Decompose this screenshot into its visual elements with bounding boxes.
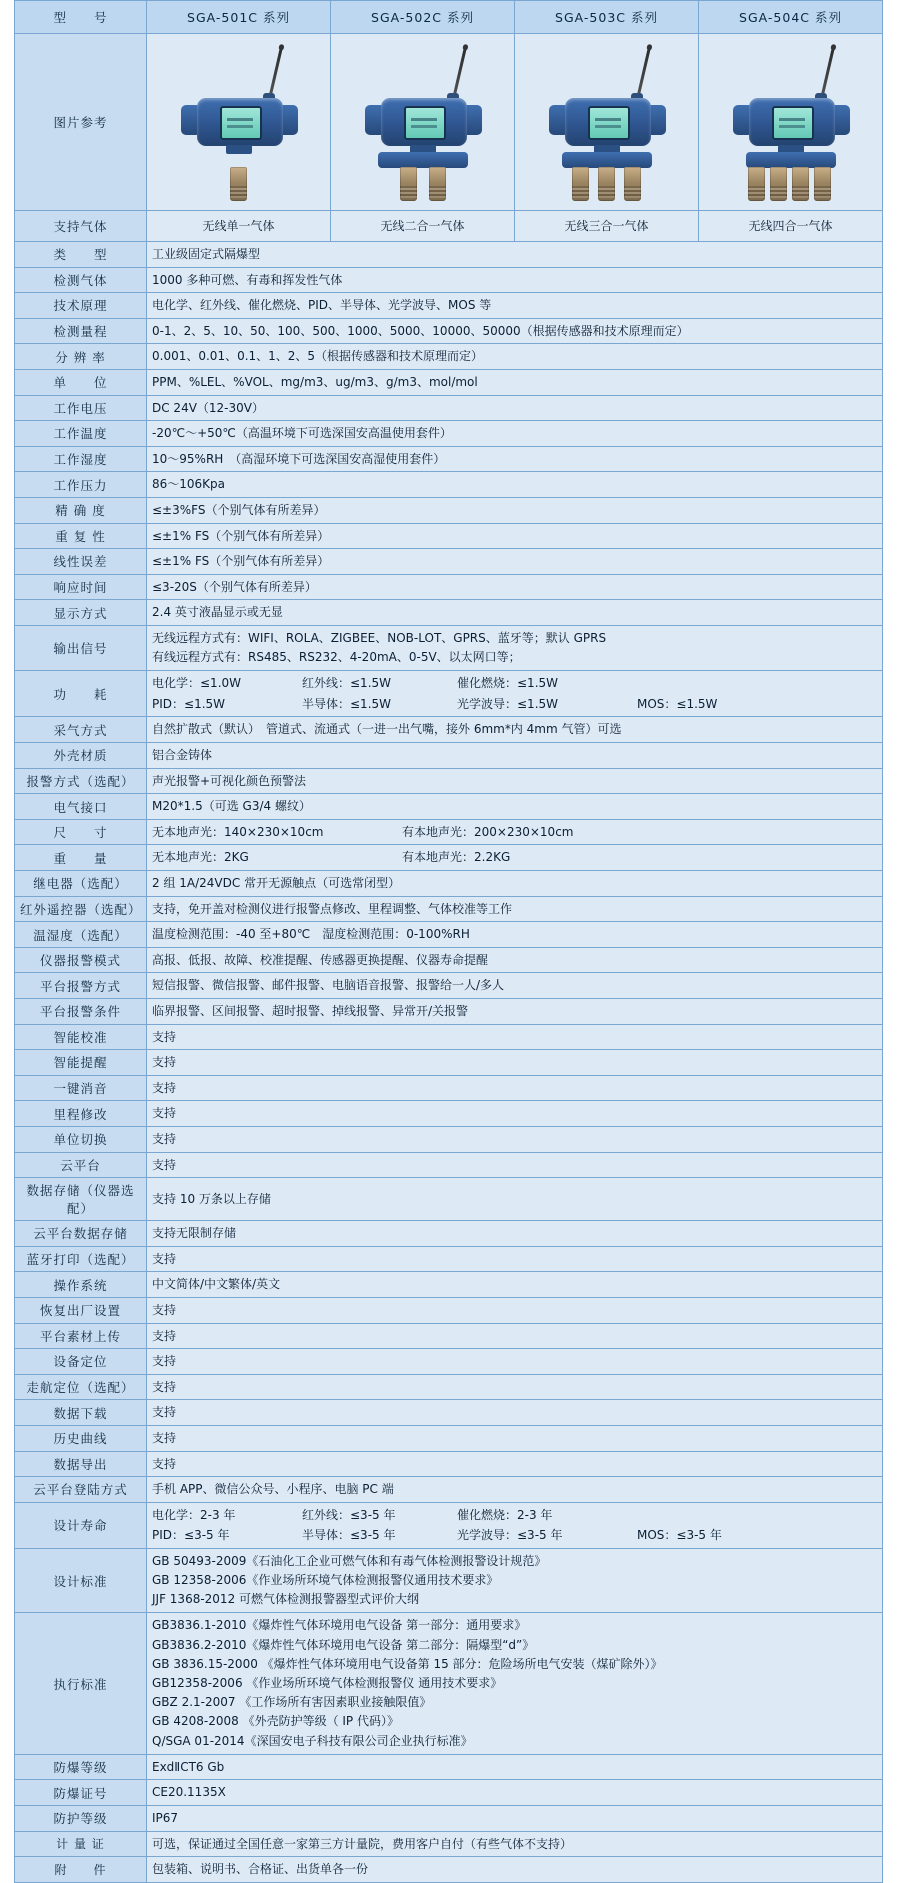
weight-with-alarm: 有本地声光：2.2KG	[402, 850, 511, 865]
row-login-mode	[15, 1477, 883, 1503]
exec-standard-line: Q/SGA 01-2014《深国安电子科技有限公司企业执行标准》	[152, 1733, 473, 1748]
row-factory-reset	[15, 1297, 883, 1323]
row-value-alarm-mode: 声光报警+可视化颜色预警法	[147, 768, 883, 794]
row-value-cloud: 支持	[147, 1152, 883, 1178]
row-value-ex-cert: CE20.1135X	[147, 1780, 883, 1806]
power-mos: MOS：≤1.5W	[637, 696, 718, 711]
row-label-login-mode: 云平台登陆方式	[15, 1477, 147, 1503]
row-output	[15, 625, 883, 670]
row-label-cloud: 云平台	[15, 1152, 147, 1178]
support-gas-4: 无线四合一气体	[699, 211, 883, 242]
row-value-remote: 支持，免开盖对检测仪进行报警点修改、里程调整、气体校准等工作	[147, 896, 883, 922]
row-label-range: 检测量程	[15, 318, 147, 344]
row-value-factory-reset: 支持	[147, 1297, 883, 1323]
power-catalytic: 催化燃烧：≤1.5W	[457, 676, 559, 691]
row-label-range-modify: 里程修改	[15, 1101, 147, 1127]
row-value-type: 工业级固定式隔爆型	[147, 242, 883, 268]
power-electrochemical: 电化学：≤1.0W	[152, 676, 242, 691]
row-power	[15, 671, 883, 717]
antenna-icon	[820, 47, 835, 98]
row-metrology	[15, 1831, 883, 1857]
life-pid: PID：≤3-5 年	[152, 1528, 230, 1543]
neck	[226, 145, 252, 154]
row-label-alarm-mode: 报警方式（选配）	[15, 768, 147, 794]
row-os	[15, 1272, 883, 1298]
row-value-linearity: ≤±1% FS（个别气体有所差异）	[147, 549, 883, 575]
row-value-data-export: 支持	[147, 1451, 883, 1477]
row-label-data-download: 数据下载	[15, 1400, 147, 1426]
row-one-key-mute	[15, 1075, 883, 1101]
specification-table	[14, 0, 883, 1883]
manifold	[378, 152, 468, 168]
row-value-relay: 2 组 1A/24VDC 常开无源触点（可选常闭型）	[147, 871, 883, 897]
row-accessory	[15, 1857, 883, 1883]
lcd-screen	[588, 106, 630, 140]
weight-no-alarm: 无本地声光：2KG	[152, 850, 249, 865]
row-data-download	[15, 1400, 883, 1426]
exec-standard-line: GB 4208-2008 《外壳防护等级（ IP 代码）》	[152, 1714, 399, 1729]
exec-standard-line: GBZ 2.1-2007 《工作场所有害因素职业接触限值》	[152, 1695, 432, 1710]
row-value-weight	[147, 845, 883, 871]
sensor-probe	[598, 167, 615, 201]
sensor-probe	[230, 167, 247, 201]
row-alarm-modes	[15, 947, 883, 973]
life-electrochemical: 电化学：2-3 年	[152, 1507, 236, 1522]
row-value-cloud-storage: 支持无限制存储	[147, 1221, 883, 1247]
row-label-size: 尺 寸	[15, 819, 147, 845]
lcd-screen	[220, 106, 262, 140]
row-value-route-locate: 支持	[147, 1374, 883, 1400]
row-label-relay: 继电器（选配）	[15, 871, 147, 897]
exec-standard-line: GB 3836.15-2000 《爆炸性气体环境用电气设备第 15 部分：危险场所电气安装（煤矿除外）》	[152, 1656, 663, 1671]
row-label-platform-alarm: 平台报警方式	[15, 973, 147, 999]
life-mos: MOS：≤3-5 年	[637, 1528, 722, 1543]
row-label-temp-humi: 温湿度（选配）	[15, 922, 147, 948]
header-model-label: 型 号	[15, 1, 147, 34]
row-weight	[15, 845, 883, 871]
row-display	[15, 600, 883, 626]
row-value-pressure: 86～106Kpa	[147, 472, 883, 498]
row-label-pressure: 工作压力	[15, 472, 147, 498]
row-linearity	[15, 549, 883, 575]
manifold	[562, 152, 652, 168]
row-label-sampling: 采气方式	[15, 717, 147, 743]
antenna-icon	[636, 47, 651, 98]
sensor-probe	[748, 167, 765, 201]
header-model-1: SGA-501C 系列	[147, 1, 331, 34]
device-image-1	[147, 34, 331, 211]
manifold	[746, 152, 836, 168]
row-label-smart-cal: 智能校准	[15, 1024, 147, 1050]
header-model-4: SGA-504C 系列	[699, 1, 883, 34]
row-value-unit-switch: 支持	[147, 1126, 883, 1152]
sensor-probe	[814, 167, 831, 201]
row-label-display: 显示方式	[15, 600, 147, 626]
row-route-locate	[15, 1374, 883, 1400]
row-material-upload	[15, 1323, 883, 1349]
row-label-picture: 图片参考	[15, 34, 147, 211]
row-label-data-storage: 数据存储（仪器选配）	[15, 1178, 147, 1221]
row-value-bt-print: 支持	[147, 1246, 883, 1272]
lcd-screen	[772, 106, 814, 140]
device-illustration	[348, 41, 498, 201]
support-gas-1: 无线单一气体	[147, 211, 331, 242]
row-value-metrology: 可选，保证通过全国任意一家第三方计量院，费用客户自付（有些气体不支持）	[147, 1831, 883, 1857]
power-infrared: 红外线：≤1.5W	[302, 676, 392, 691]
row-ip-level	[15, 1805, 883, 1831]
life-catalytic: 催化燃烧：2-3 年	[457, 1507, 553, 1522]
row-label-cloud-storage: 云平台数据存储	[15, 1221, 147, 1247]
row-label-resolution: 分 辨 率	[15, 344, 147, 370]
row-resolution	[15, 344, 883, 370]
design-standard-line: JJF 1368-2012 可燃气体检测报警器型式评价大纲	[152, 1592, 420, 1607]
row-label-unit: 单 位	[15, 369, 147, 395]
row-label-route-locate: 走航定位（选配）	[15, 1374, 147, 1400]
output-wired-line: 有线远程方式有：RS485、RS232、4-20mA、0-5V、以太网口等；	[152, 650, 521, 665]
row-temp-humi	[15, 922, 883, 948]
row-type	[15, 242, 883, 268]
row-value-temperature: -20℃～+50℃（高温环境下可选深国安高温使用套件）	[147, 421, 883, 447]
power-optical: 光学波导：≤1.5W	[457, 696, 559, 711]
row-device-locate	[15, 1349, 883, 1375]
row-remote	[15, 896, 883, 922]
row-exec-standard	[15, 1613, 883, 1754]
size-no-alarm: 无本地声光：140×230×10cm	[152, 824, 324, 839]
row-size	[15, 819, 883, 845]
row-bt-print	[15, 1246, 883, 1272]
row-label-support-gas: 支持气体	[15, 211, 147, 242]
row-label-factory-reset: 恢复出厂设置	[15, 1297, 147, 1323]
row-shell	[15, 743, 883, 769]
row-label-detect-gas: 检测气体	[15, 267, 147, 293]
row-label-type: 类 型	[15, 242, 147, 268]
row-value-data-download: 支持	[147, 1400, 883, 1426]
row-principle	[15, 293, 883, 319]
support-gas-3: 无线三合一气体	[515, 211, 699, 242]
sensor-probe	[770, 167, 787, 201]
row-temperature	[15, 421, 883, 447]
row-value-principle: 电化学、红外线、催化燃烧、PID、半导体、光学波导、MOS 等	[147, 293, 883, 319]
row-response	[15, 574, 883, 600]
row-label-ex-level: 防爆等级	[15, 1754, 147, 1780]
row-platform-alarm	[15, 973, 883, 999]
row-cloud-storage	[15, 1221, 883, 1247]
row-value-range: 0-1、2、5、10、50、100、500、1000、5000、10000、50000（根据传感器和技术原理而定）	[147, 318, 883, 344]
row-value-data-storage: 支持 10 万条以上存储	[147, 1178, 883, 1221]
row-label-history-curve: 历史曲线	[15, 1425, 147, 1451]
row-label-data-export: 数据导出	[15, 1451, 147, 1477]
row-label-one-key-mute: 一键消音	[15, 1075, 147, 1101]
row-detect-gas	[15, 267, 883, 293]
device-illustration	[532, 41, 682, 201]
row-value-voltage: DC 24V（12-30V）	[147, 395, 883, 421]
row-pressure	[15, 472, 883, 498]
row-unit-switch	[15, 1126, 883, 1152]
sensor-probe	[429, 167, 446, 201]
row-value-display: 2.4 英寸液晶显示或无显	[147, 600, 883, 626]
row-value-response: ≤3-20S（个别气体有所差异）	[147, 574, 883, 600]
row-value-platform-cond: 临界报警、区间报警、超时报警、掉线报警、异常开/关报警	[147, 999, 883, 1025]
row-label-ex-cert: 防爆证号	[15, 1780, 147, 1806]
row-label-output: 输出信号	[15, 625, 147, 670]
row-humidity	[15, 446, 883, 472]
row-value-smart-cal: 支持	[147, 1024, 883, 1050]
row-value-detect-gas: 1000 多种可燃、有毒和挥发性气体	[147, 267, 883, 293]
row-label-power: 功 耗	[15, 671, 147, 717]
row-label-linearity: 线性误差	[15, 549, 147, 575]
row-value-resolution: 0.001、0.01、0.1、1、2、5（根据传感器和技术原理而定）	[147, 344, 883, 370]
row-value-exec-standard	[147, 1613, 883, 1754]
row-range	[15, 318, 883, 344]
picture-row	[15, 34, 883, 211]
row-label-device-locate: 设备定位	[15, 1349, 147, 1375]
lcd-screen	[404, 106, 446, 140]
power-semiconductor: 半导体：≤1.5W	[302, 696, 392, 711]
row-label-interface: 电气接口	[15, 794, 147, 820]
row-smart-cal	[15, 1024, 883, 1050]
row-label-bt-print: 蓝牙打印（选配）	[15, 1246, 147, 1272]
row-value-shell: 铝合金铸体	[147, 743, 883, 769]
row-label-humidity: 工作湿度	[15, 446, 147, 472]
row-repeatability	[15, 523, 883, 549]
sensor-probe	[400, 167, 417, 201]
device-illustration	[716, 41, 866, 201]
header-model-3: SGA-503C 系列	[515, 1, 699, 34]
row-cloud	[15, 1152, 883, 1178]
row-value-one-key-mute: 支持	[147, 1075, 883, 1101]
support-gas-2: 无线二合一气体	[331, 211, 515, 242]
output-wireless-line: 无线远程方式有：WIFI、ROLA、ZIGBEE、NOB-LOT、GPRS、蓝牙等；默认 GPRS	[152, 630, 607, 645]
life-infrared: 红外线：≤3-5 年	[302, 1507, 396, 1522]
antenna-icon	[452, 47, 467, 98]
row-life	[15, 1502, 883, 1548]
row-label-material-upload: 平台素材上传	[15, 1323, 147, 1349]
row-label-smart-remind: 智能提醒	[15, 1050, 147, 1076]
row-value-sampling: 自然扩散式（默认） 管道式、流通式（一进一出气嘴，接外 6mm*内 4mm 气管）可选	[147, 717, 883, 743]
exec-standard-line: GB12358-2006 《作业场所环境气体检测报警仪 通用技术要求》	[152, 1676, 503, 1690]
row-ex-cert	[15, 1780, 883, 1806]
design-standard-line: GB 12358-2006《作业场所环境气体检测报警仪通用技术要求》	[152, 1573, 499, 1588]
row-value-accessory: 包装箱、说明书、合格证、出货单各一份	[147, 1857, 883, 1883]
antenna-icon	[268, 47, 283, 98]
row-label-ip-level: 防护等级	[15, 1805, 147, 1831]
row-label-alarm-modes: 仪器报警模式	[15, 947, 147, 973]
row-value-platform-alarm: 短信报警、微信报警、邮件报警、电脑语音报警、报警给一人/多人	[147, 973, 883, 999]
row-platform-cond	[15, 999, 883, 1025]
design-standard-line: GB 50493-2009《石油化工企业可燃气体和有毒气体检测报警设计规范》	[152, 1553, 547, 1568]
row-label-temperature: 工作温度	[15, 421, 147, 447]
row-value-accuracy: ≤±3%FS（个别气体有所差异）	[147, 497, 883, 523]
device-image-3	[515, 34, 699, 211]
row-label-repeatability: 重 复 性	[15, 523, 147, 549]
row-design-standard	[15, 1548, 883, 1613]
device-image-4	[699, 34, 883, 211]
row-value-material-upload: 支持	[147, 1323, 883, 1349]
row-history-curve	[15, 1425, 883, 1451]
row-label-remote: 红外遥控器（选配）	[15, 896, 147, 922]
row-value-power	[147, 671, 883, 717]
row-label-voltage: 工作电压	[15, 395, 147, 421]
row-value-design-standard	[147, 1548, 883, 1613]
row-label-accessory: 附 件	[15, 1857, 147, 1883]
row-value-life	[147, 1502, 883, 1548]
row-value-size	[147, 819, 883, 845]
row-label-weight: 重 量	[15, 845, 147, 871]
row-value-smart-remind: 支持	[147, 1050, 883, 1076]
row-relay	[15, 871, 883, 897]
row-label-os: 操作系统	[15, 1272, 147, 1298]
row-smart-remind	[15, 1050, 883, 1076]
row-label-exec-standard: 执行标准	[15, 1613, 147, 1754]
row-label-principle: 技术原理	[15, 293, 147, 319]
row-support-gas	[15, 211, 883, 242]
row-value-ex-level: ExdⅡCT6 Gb	[147, 1754, 883, 1780]
row-sampling	[15, 717, 883, 743]
row-label-accuracy: 精 确 度	[15, 497, 147, 523]
row-label-response: 响应时间	[15, 574, 147, 600]
row-value-output	[147, 625, 883, 670]
row-label-shell: 外壳材质	[15, 743, 147, 769]
row-label-design-standard: 设计标准	[15, 1548, 147, 1613]
row-value-repeatability: ≤±1% FS（个别气体有所差异）	[147, 523, 883, 549]
row-value-temp-humi: 温度检测范围：-40 至+80℃ 湿度检测范围：0-100%RH	[147, 922, 883, 948]
row-data-export	[15, 1451, 883, 1477]
header-model-2: SGA-502C 系列	[331, 1, 515, 34]
exec-standard-line: GB3836.1-2010《爆炸性气体环境用电气设备 第一部分：通用要求》	[152, 1618, 527, 1633]
sensor-probe	[624, 167, 641, 201]
row-voltage	[15, 395, 883, 421]
row-accuracy	[15, 497, 883, 523]
row-value-history-curve: 支持	[147, 1425, 883, 1451]
device-illustration	[164, 41, 314, 201]
row-label-platform-cond: 平台报警条件	[15, 999, 147, 1025]
power-pid: PID：≤1.5W	[152, 696, 226, 711]
row-value-alarm-modes: 高报、低报、故障、校准提醒、传感器更换提醒、仪器寿命提醒	[147, 947, 883, 973]
table-header-row	[15, 1, 883, 34]
row-value-login-mode: 手机 APP、微信公众号、小程序、电脑 PC 端	[147, 1477, 883, 1503]
row-label-metrology: 计 量 证	[15, 1831, 147, 1857]
row-value-interface: M20*1.5（可选 G3/4 螺纹）	[147, 794, 883, 820]
row-value-os: 中文简体/中文繁体/英文	[147, 1272, 883, 1298]
power-blank	[637, 674, 877, 693]
life-optical: 光学波导：≤3-5 年	[457, 1528, 563, 1543]
size-with-alarm: 有本地声光：200×230×10cm	[402, 824, 574, 839]
exec-standard-line: GB3836.2-2010《爆炸性气体环境用电气设备 第二部分：隔爆型“d”》	[152, 1637, 535, 1652]
row-alarm-mode	[15, 768, 883, 794]
row-label-unit-switch: 单位切换	[15, 1126, 147, 1152]
row-unit	[15, 369, 883, 395]
row-interface	[15, 794, 883, 820]
row-value-ip-level: IP67	[147, 1805, 883, 1831]
row-value-range-modify: 支持	[147, 1101, 883, 1127]
life-blank	[637, 1506, 877, 1525]
device-image-2	[331, 34, 515, 211]
row-range-modify	[15, 1101, 883, 1127]
row-value-humidity: 10～95%RH （高湿环境下可选深国安高湿使用套件）	[147, 446, 883, 472]
life-semiconductor: 半导体：≤3-5 年	[302, 1528, 396, 1543]
row-data-storage	[15, 1178, 883, 1221]
row-value-device-locate: 支持	[147, 1349, 883, 1375]
row-ex-level	[15, 1754, 883, 1780]
sensor-probe	[572, 167, 589, 201]
sensor-probe	[792, 167, 809, 201]
row-value-unit: PPM、%LEL、%VOL、mg/m3、ug/m3、g/m3、mol/mol	[147, 369, 883, 395]
row-label-life: 设计寿命	[15, 1502, 147, 1548]
